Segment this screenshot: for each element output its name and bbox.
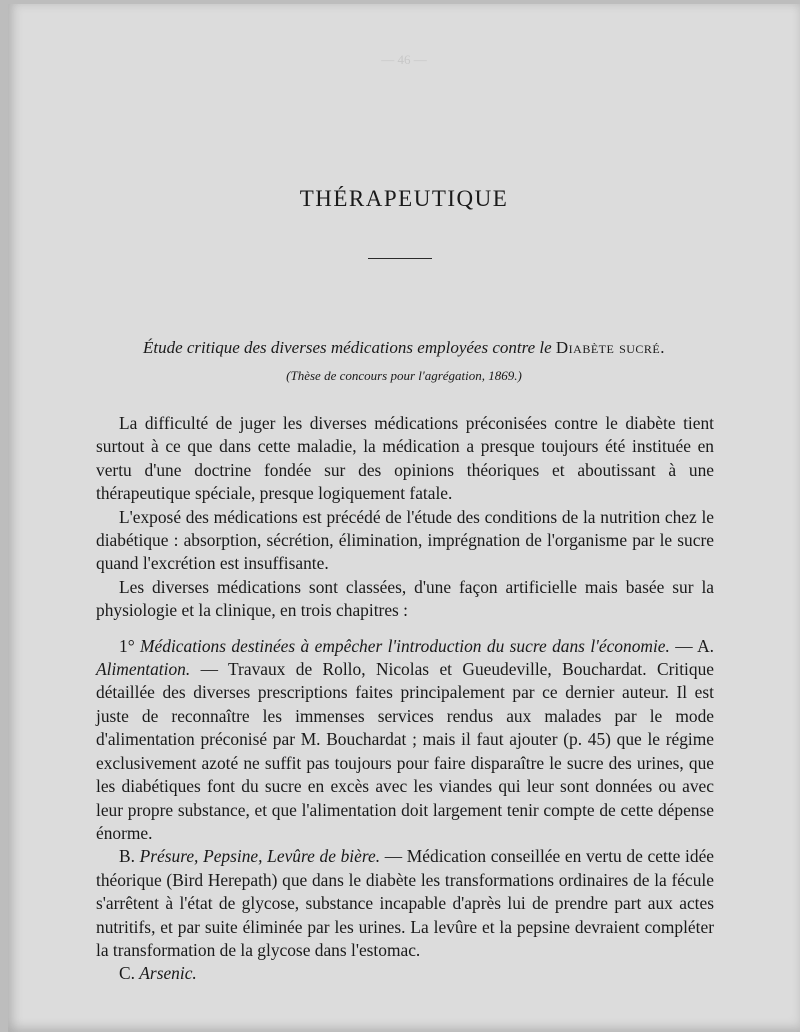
subsection-heading-b: Présure, Pepsine, Levûre de bière. [139, 846, 381, 867]
subtitle-text: Étude critique des diverses médications employées contre le [142, 338, 552, 357]
document-page [8, 4, 800, 1032]
paragraph-gap [96, 623, 714, 635]
chapter-heading: Médications destinées à empêcher l'introduction du sucre dans l'économie. [140, 635, 670, 656]
subsection-label-a: — A. [669, 635, 714, 656]
subsection-label-c: C. [119, 963, 140, 984]
subsection-heading-c: Arsenic. [139, 963, 197, 984]
subsection-label-b: B. [119, 846, 140, 867]
subsection-text-a: — Travaux de Rollo, Nicolas et Gueudeville, Bouchardat. Critique détaillée des diverses prescriptions faites principalement par ce dernier auteur. Il est juste de reconnaître les immenses services rendus aux malades par le mode d'alimentation préconisé par M. Bouchardat ; mais il faut ajouter (p. 45) que le régime exclusivement azoté ne suffit pas toujours pour faire disparaître le sucre des urines, que les diabétiques font du sucre en excès avec les viandes qui leur sont données ou avec leur propre substance, et que l'alimentation doit largement tenir compte de cette dépense énorme. [96, 659, 714, 843]
thesis-source: (Thèse de concours pour l'agrégation, 1869.) [286, 368, 522, 383]
paragraph-2: L'exposé des médications est précédé de l'étude des conditions de la nutrition chez le diabétique : absorption, sécrétion, élimination, imprégnation de l'organisme par le sucre quand l'excrétion est insuffisante. [96, 506, 714, 574]
paragraph-6 [96, 962, 714, 985]
subsection-text-b: — Médication conseillée en vertu de cette idée théorique (Bird Herepath) que dans le diabète les transformations ordinaires de la fécule s'arrêtent à l'état de glycose, substance incapable d'après lui de prendre part aux actes nutritifs, et par suite éliminée par les urines. La levûre et la pepsine devraient compléter la transformation de la glycose dans l'estomac. [96, 846, 715, 960]
body-text [96, 412, 714, 986]
subsection-heading-a: Alimentation. [96, 659, 191, 680]
title-rule [368, 258, 432, 259]
paragraph-3: Les diverses médications sont classées, d'une façon artificielle mais basée sur la physiologie et la clinique, en trois chapitres : [96, 576, 714, 621]
paragraph-1: La difficulté de juger les diverses médications préconisées contre le diabète tient surtout à ce que dans cette maladie, la médication a presque toujours été instituée en vertu d'une doctrine fondée sur des opinions théoriques et aboutissant à une thérapeutique spéciale, presque logiquement fatale. [96, 413, 714, 504]
subtitle-smallcaps: Diabète sucré. [555, 338, 666, 357]
page-number: — 46 — [381, 52, 427, 67]
thesis-subtitle [8, 338, 800, 358]
chapter-number: 1° [119, 635, 135, 656]
paragraph-5 [96, 845, 714, 962]
paragraph-4 [96, 635, 714, 846]
section-title: THÉRAPEUTIQUE [299, 186, 509, 211]
